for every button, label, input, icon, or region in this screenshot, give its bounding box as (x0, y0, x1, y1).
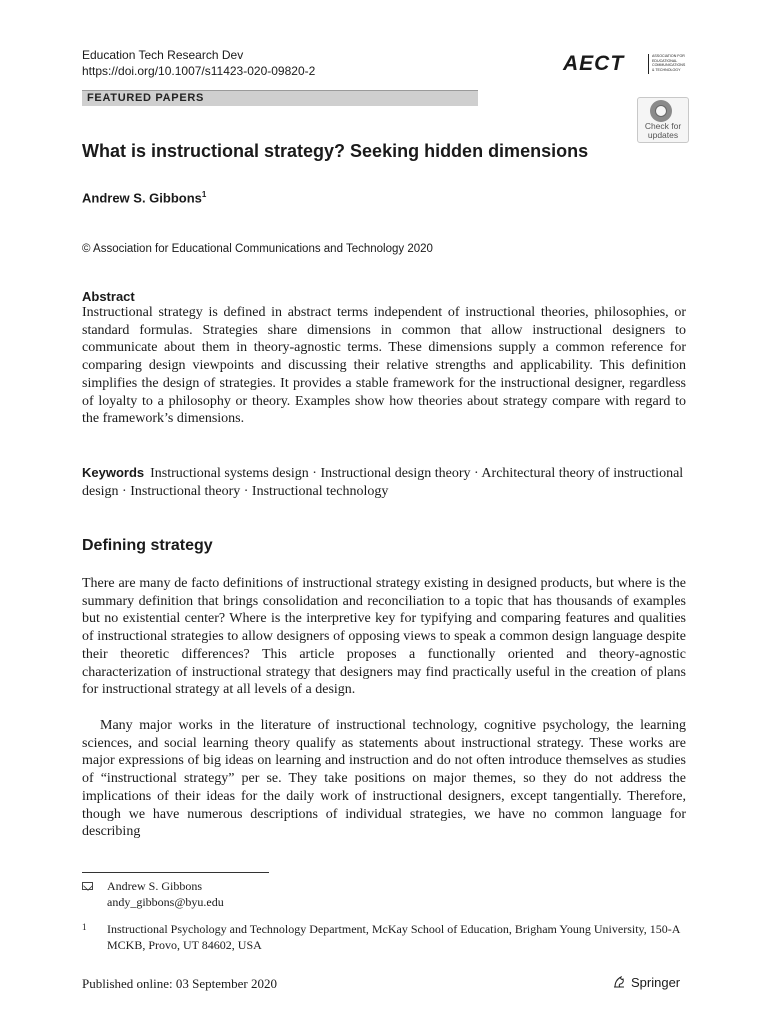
springer-horse-icon (612, 975, 626, 989)
body-paragraph-1: There are many de facto definitions of instructional strategy existing in designed products, but where is the summary definition that brings consolidation and reconciliation to a topic that has thousands of examples but no existential center? Where is the interpretive key for typifying and comparing features and qualities of instructional strategies to allow designers of opposing views to speak a common design language despite their theoretic differences? This article proposes a functionally oriented and theory-agnostic characterization of instructional strategy that designers may find practically useful in the creation of plans for instructional strategy at all levels of a design. (82, 576, 686, 698)
aect-logo-subtext: ASSOCIATION FOR EDUCATIONAL COMMUNICATIONS & TECHNOLOGY (652, 54, 686, 72)
footnote-number: 1 (82, 922, 87, 932)
copyright-notice: © Association for Educational Communications and Technology 2020 (82, 243, 433, 255)
publisher-name: Springer (631, 975, 681, 990)
keywords-label: Keywords (82, 465, 145, 480)
springer-logo (612, 975, 680, 991)
paper-title: What is instructional strategy? Seeking hidden dimensions (82, 141, 589, 161)
author-affiliation-marker: 1 (201, 190, 207, 199)
section-heading: Defining strategy (82, 537, 213, 554)
logo-divider (648, 54, 649, 74)
footnote-author-name: Andrew S. Gibbons (107, 879, 202, 893)
journal-header (82, 47, 315, 79)
footnote-author-email[interactable]: andy_gibbons@byu.edu (107, 894, 224, 909)
section-label-bar (82, 90, 478, 106)
check-updates-text: Check for updates (644, 121, 682, 140)
author-name: Andrew S. Gibbons (82, 190, 202, 206)
update-icon (650, 100, 672, 122)
author-line (82, 186, 206, 207)
abstract-heading: Abstract (82, 289, 135, 304)
envelope-icon (82, 882, 93, 890)
affiliation-text: Instructional Psychology and Technology Department, McKay School of Education, Brigham Young University, 150-A MCKB, Provo, UT 84602, USA (107, 922, 680, 952)
keywords-text: Instructional systems design · Instructional design theory · Architectural theory of instructional design · Instructional theory · Instructional technology (82, 466, 684, 499)
body-paragraph-2: Many major works in the literature of instructional technology, cognitive psychology, the learning sciences, and social learning theory qualify as statements about instructional strategy. These works are major expressions of big ideas on learning and instruction and do not often introduce themselves as studies of “instructional strategy” per se. They take positions on major themes, so they do not address the implications of their ideas for the daily work of instructional designers, except tangentially. Therefore, though we have numerous descriptions of individual strategies, we have no common language for describing (82, 718, 686, 840)
aect-logo (563, 52, 688, 76)
section-label: FEATURED PAPERS (87, 92, 205, 104)
check-for-updates-badge[interactable] (637, 97, 689, 143)
keywords (82, 464, 686, 500)
footnote-divider (82, 872, 269, 873)
aect-logo-text: AECT (563, 52, 625, 75)
published-date: Published online: 03 September 2020 (82, 976, 277, 991)
journal-name: Education Tech Research Dev (82, 48, 244, 62)
abstract-text: Instructional strategy is defined in abstract terms independent of instructional theories, philosophies, or standard formulas. Strategies share dimensions in common that allow instructional designers to communicate about them in theory-agnostic terms. These dimensions supply a common reference for comparing design viewpoints and discussing their relative strengths and applicability. This definition simplifies the design of strategies. It provides a stable framework for the instructional designer, regardless of loyalty to a philosophy or theory. Examples show how theories about strategy compare with regard to the framework’s dimensions. (82, 305, 686, 427)
doi-link[interactable]: https://doi.org/10.1007/s11423-020-09820-2 (82, 64, 316, 78)
